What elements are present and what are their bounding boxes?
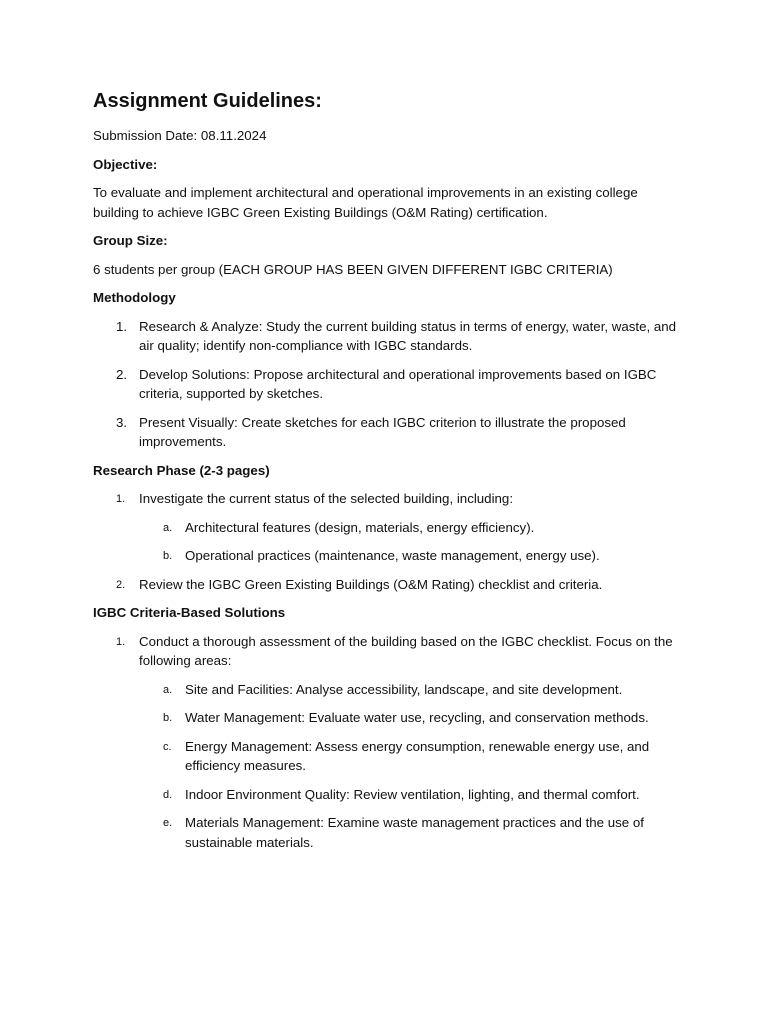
list-item bbox=[93, 632, 683, 853]
list-number: 1. bbox=[116, 635, 126, 648]
list-number: 1. bbox=[116, 318, 128, 334]
list-number: 2. bbox=[116, 366, 128, 382]
list-item-text: Develop Solutions: Propose architectural and operational improvements based on IGBC criteria, supported by sketches. bbox=[139, 366, 657, 401]
sub-list-item bbox=[93, 737, 683, 776]
group-size-text: 6 students per group (EACH GROUP HAS BEEN GIVEN DIFFERENT IGBC CRITERIA) bbox=[93, 261, 613, 277]
document-page bbox=[93, 86, 683, 852]
sub-list-letter: b. bbox=[163, 712, 173, 724]
sub-list-letter: c. bbox=[163, 740, 172, 753]
sub-list-item bbox=[93, 708, 683, 728]
list-item-text: Investigate the current status of the selected building, including: bbox=[139, 491, 514, 506]
sub-list-item-text: Architectural features (design, materials, energy efficiency). bbox=[185, 519, 535, 535]
igbc-solutions-list bbox=[93, 632, 683, 853]
sub-list-item-text: Materials Management: Examine waste management practices and the use of sustainable materials. bbox=[185, 815, 644, 850]
list-number: 2. bbox=[116, 578, 126, 591]
sub-list-letter: a. bbox=[163, 521, 173, 534]
group-size-heading: Group Size: bbox=[93, 233, 168, 248]
sub-list-item-text: Operational practices (maintenance, waste management, energy use). bbox=[185, 548, 600, 563]
sub-list-item-text: Indoor Environment Quality: Review ventilation, lighting, and thermal comfort. bbox=[185, 786, 640, 802]
research-phase-heading: Research Phase (2-3 pages) bbox=[93, 462, 270, 478]
sub-list-letter: a. bbox=[163, 683, 173, 696]
list-item bbox=[93, 317, 683, 356]
sub-list-item bbox=[93, 785, 683, 805]
sub-list bbox=[93, 518, 683, 566]
sub-list-item-text: Energy Management: Assess energy consumption, renewable energy use, and efficiency measures. bbox=[185, 738, 650, 773]
submission-date: Submission Date: 08.11.2024 bbox=[93, 128, 267, 143]
sub-list-item-text: Site and Facilities: Analyse accessibility, landscape, and site development. bbox=[185, 681, 623, 697]
sub-list-item bbox=[93, 813, 683, 852]
objective-text: To evaluate and implement architectural and operational improvements in an existing college building to achieve IGBC Green Existing Buildings (O&M Rating) certification. bbox=[93, 185, 638, 220]
methodology-list bbox=[93, 317, 683, 452]
sub-list-item bbox=[93, 546, 683, 566]
research-phase-list bbox=[93, 489, 683, 594]
list-item bbox=[93, 365, 683, 404]
sub-list bbox=[93, 680, 683, 853]
sub-list-item-text: Water Management: Evaluate water use, recycling, and conservation methods. bbox=[185, 710, 649, 725]
list-number: 1. bbox=[116, 493, 126, 505]
objective-heading: Objective: bbox=[93, 156, 158, 172]
sub-list-item bbox=[93, 680, 683, 700]
page-title: Assignment Guidelines: bbox=[93, 90, 322, 112]
list-item bbox=[93, 575, 683, 595]
sub-list-letter: b. bbox=[163, 550, 173, 562]
list-item-text: Present Visually: Create sketches for each IGBC criterion to illustrate the proposed improvements. bbox=[139, 414, 626, 449]
list-item bbox=[93, 413, 683, 452]
list-item-text: Conduct a thorough assessment of the building based on the IGBC checklist. Focus on the following areas: bbox=[139, 633, 673, 668]
methodology-heading: Methodology bbox=[93, 290, 176, 305]
sub-list-letter: e. bbox=[163, 817, 173, 829]
list-item-text: Review the IGBC Green Existing Buildings (O&M Rating) checklist and criteria. bbox=[139, 576, 603, 592]
sub-list-item bbox=[93, 518, 683, 538]
sub-list-letter: d. bbox=[163, 788, 173, 801]
list-item-text: Research & Analyze: Study the current building status in terms of energy, water, waste, and air quality; identify non-compliance with IGBC standards. bbox=[139, 318, 677, 353]
list-number: 3. bbox=[116, 414, 128, 430]
igbc-solutions-heading: IGBC Criteria-Based Solutions bbox=[93, 605, 286, 620]
list-item bbox=[93, 489, 683, 566]
